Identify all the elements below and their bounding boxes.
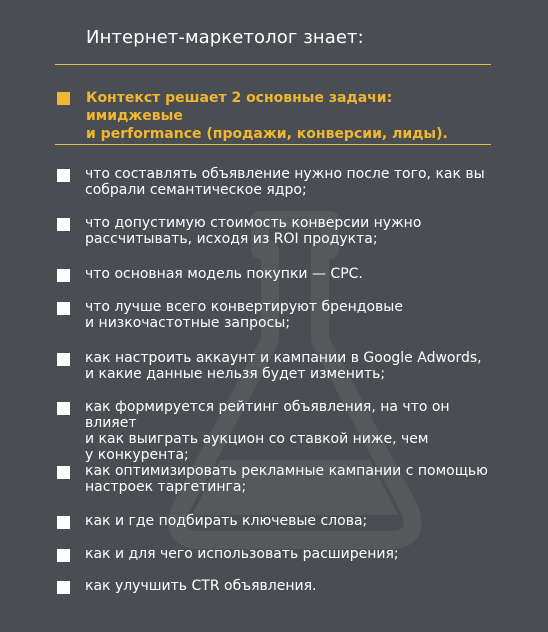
list-item: [57, 463, 497, 495]
checkbox-icon: [57, 353, 70, 366]
checkbox-icon: [57, 169, 70, 182]
list-item-text: что допустимую стоимость конверсии нужно рассчитывать, исходя из ROI продукта;: [85, 215, 422, 247]
checkbox-icon: [57, 302, 70, 315]
list-item: [57, 266, 497, 282]
highlight-item: [57, 89, 487, 143]
list-item-text: что лучше всего конвертируют брендовые и низкочастотные запросы;: [85, 299, 403, 331]
checkbox-icon: [57, 269, 70, 282]
checkbox-icon: [57, 549, 70, 562]
list-item-text: как настроить аккаунт и кампании в Google Adwords, и какие данные нельзя будет изменить;: [85, 350, 482, 382]
list-item: [57, 215, 497, 247]
list-item-text: как улучшить CTR объявления.: [85, 578, 317, 594]
top-divider: [55, 64, 491, 65]
page-title: Интернет-маркетолог знает:: [86, 27, 364, 48]
list-item: [57, 546, 497, 562]
highlight-text: Контекст решает 2 основные задачи: имиджевые и performance (продажи, конверсии, лиды).: [86, 90, 448, 142]
list-item-text: что составлять объявление нужно после того, как вы собрали семантическое ядро;: [85, 166, 485, 198]
list-item-text: как и для чего использовать расширения;: [85, 546, 399, 562]
highlight-square-icon: [57, 92, 70, 105]
list-item: [57, 578, 497, 594]
list-item-text: что основная модель покупки — CPC.: [85, 266, 363, 282]
checkbox-icon: [57, 218, 70, 231]
bottom-divider: [55, 144, 491, 145]
list-item: [57, 513, 497, 529]
checkbox-icon: [57, 516, 70, 529]
list-item-text: как оптимизировать рекламные кампании с помощью настроек таргетинга;: [85, 463, 488, 495]
list-item-text: как и где подбирать ключевые слова;: [85, 513, 368, 529]
checkbox-icon: [57, 402, 70, 415]
checkbox-icon: [57, 466, 70, 479]
list-item: [57, 399, 497, 463]
list-item: [57, 350, 497, 382]
list-item: [57, 166, 497, 198]
checkbox-icon: [57, 581, 70, 594]
list-item: [57, 299, 497, 331]
list-item-text: как формируется рейтинг объявления, на что он влияет и как выиграть аукцион со ставкой ниже, чем у конкурента;: [85, 399, 450, 463]
